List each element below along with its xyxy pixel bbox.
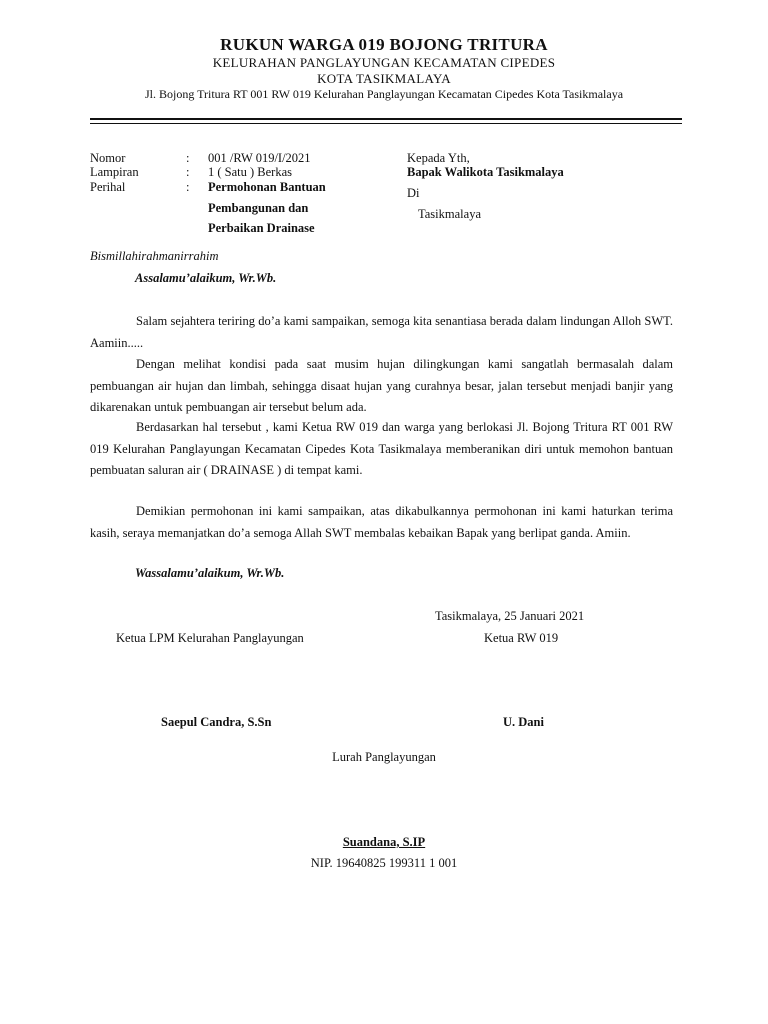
- organization-name: RUKUN WARGA 019 BOJONG TRITURA: [220, 35, 548, 54]
- lampiran-value: 1 ( Satu ) Berkas: [208, 165, 293, 179]
- perihal-label: Perihal: [90, 180, 126, 194]
- lurah-title: Lurah Panglayungan: [332, 750, 436, 764]
- perihal-line-2: Pembangunan dan: [208, 201, 309, 215]
- lurah-nip: NIP. 19640825 199311 1 001: [310, 856, 458, 870]
- address-line: Jl. Bojong Tritura RT 001 RW 019 Kelurahan Panglayungan Kecamatan Cipedes Kota Tasikmalaya: [144, 87, 624, 101]
- paragraph-2: Dengan melihat kondisi pada saat musim hujan dilingkungan kami sangatlah bermasalah dalam pembuangan air hujan dan limbah, sehingga disaat hujan yang curahnya besar, jalan tersebut menjadi banjir yang dikarenakan untuk pembuangan air tersebut belum ada.: [90, 357, 673, 414]
- nomor-label: Nomor: [90, 151, 126, 165]
- paragraph-3: Berdasarkan hal tersebut , kami Ketua RW 019 dan warga yang berlokasi Jl. Bojong Tritura RT 001 RW 019 Kelurahan Panglayungan Kecamatan Cipedes Kota Tasikmalaya memberanikan diri untuk memohon bantuan pembuatan saluran air ( DRAINASE ) di tempat kami.: [90, 420, 673, 477]
- nomor-colon: :: [186, 151, 190, 165]
- paragraph-4: Demikian permohonan ini kami sampaikan, atas dikabulkannya permohonan ini kami haturkan terima kasih, seraya memanjatkan do’a semoga Allah SWT membalas kebaikan Bapak yang berlipat ganda. Amiin.: [90, 504, 673, 540]
- header-rule-thin: [90, 123, 682, 124]
- rw-title: Ketua RW 019: [484, 631, 559, 645]
- salam-opening: Assalamu’alaikum, Wr.Wb.: [135, 271, 277, 285]
- recipient-di: Di: [407, 186, 420, 200]
- basmalah: Bismillahirahmanirrahim: [90, 249, 219, 263]
- nomor-value: 001 /RW 019/I/2021: [208, 151, 311, 165]
- recipient-place: Tasikmalaya: [418, 207, 481, 221]
- kota-line: KOTA TASIKMALAYA: [317, 71, 451, 86]
- perihal-colon: :: [186, 180, 190, 194]
- lampiran-label: Lampiran: [90, 165, 139, 179]
- recipient-name: Bapak Walikota Tasikmalaya: [407, 165, 564, 179]
- lurah-name-wrap: [0, 835, 768, 850]
- lampiran-colon: :: [186, 165, 190, 179]
- paragraph-1: Salam sejahtera teriring do’a kami sampaikan, semoga kita senantiasa berada dalam lindungan Alloh SWT. Aamiin.....: [90, 314, 673, 350]
- rw-signatory-name: U. Dani: [503, 715, 544, 729]
- lurah-signatory-name: Suandana, S.IP: [342, 835, 426, 849]
- header-rule-thick: [90, 118, 682, 120]
- lpm-title: Ketua LPM Kelurahan Panglayungan: [116, 631, 304, 645]
- perihal-line-3: Perbaikan Drainase: [208, 221, 315, 235]
- lpm-signatory-name: Saepul Candra, S.Sn: [161, 715, 272, 729]
- kelurahan-line: KELURAHAN PANGLAYUNGAN KECAMATAN CIPEDES: [212, 55, 556, 70]
- salam-closing: Wassalamu’alaikum, Wr.Wb.: [135, 566, 285, 580]
- place-date: Tasikmalaya, 25 Januari 2021: [435, 609, 585, 623]
- perihal-line-1: Permohonan Bantuan: [208, 180, 326, 194]
- recipient-kepada: Kepada Yth,: [407, 151, 470, 165]
